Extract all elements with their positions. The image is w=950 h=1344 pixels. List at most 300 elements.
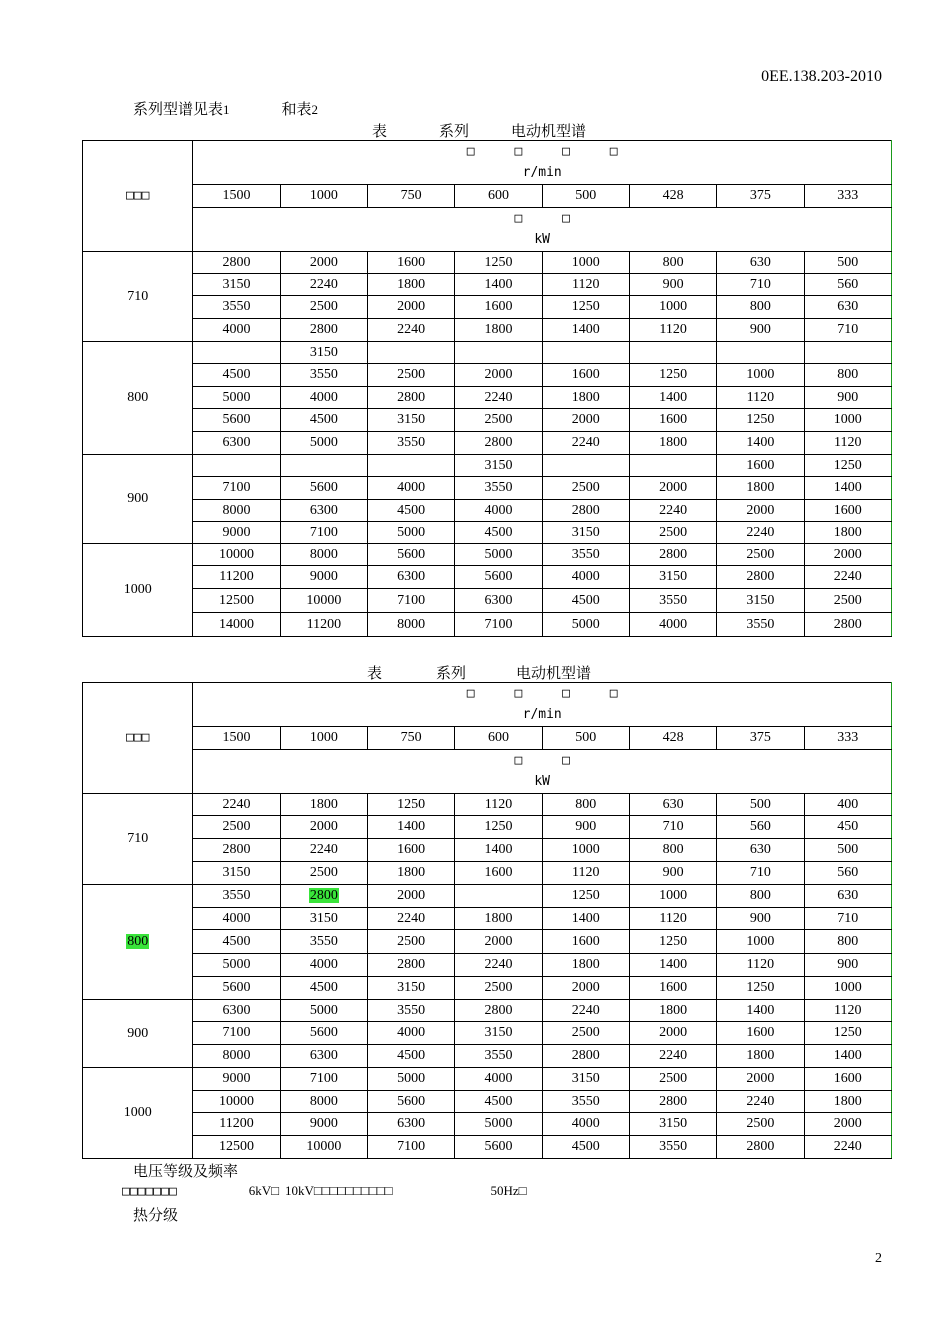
speed-value: 428 xyxy=(629,727,716,750)
cell-value: 2240 xyxy=(571,1002,600,1018)
table-cell xyxy=(455,296,542,319)
speed-value: 333 xyxy=(804,727,891,750)
cell-value: 7100 xyxy=(397,592,426,608)
table-cell xyxy=(455,977,542,1000)
cell-value: 4000 xyxy=(397,1025,426,1040)
table-cell xyxy=(280,319,367,342)
cell-value: 1120 xyxy=(746,957,775,972)
table-cell xyxy=(717,274,804,296)
cell-value: 900 xyxy=(662,865,684,880)
cell-value: 3550 xyxy=(571,546,600,562)
cell-value: 3150 xyxy=(309,910,338,926)
cell-value: 1600 xyxy=(746,1025,775,1040)
cell-value: 5000 xyxy=(309,1002,338,1018)
table-cell xyxy=(193,930,280,954)
table-cell xyxy=(629,342,716,364)
table-cell xyxy=(455,1091,542,1113)
cell-value: 2000 xyxy=(746,502,775,518)
cell-value: 1250 xyxy=(397,796,426,812)
cell-value: 2240 xyxy=(397,322,426,337)
table-cell xyxy=(280,1045,367,1068)
table-cell xyxy=(542,977,629,1000)
table-cell xyxy=(455,364,542,387)
table-cell xyxy=(280,1113,367,1136)
table-cell xyxy=(717,500,804,522)
speed-value: 500 xyxy=(542,185,629,208)
voltage-glyphs: □□□□□□□ xyxy=(122,1184,177,1199)
table-cell xyxy=(542,816,629,839)
cell-value: 1600 xyxy=(397,254,426,270)
table-cell xyxy=(629,1113,716,1136)
cell-value: 2240 xyxy=(833,1139,862,1154)
intro-line xyxy=(133,98,318,119)
row-group-label xyxy=(83,252,193,342)
table-cell xyxy=(455,1000,542,1022)
table-cell xyxy=(455,589,542,613)
table-cell xyxy=(542,296,629,319)
table-cell xyxy=(804,274,891,296)
cell-value: 1250 xyxy=(833,457,862,473)
table-cell xyxy=(542,319,629,342)
cell-value: 1400 xyxy=(746,1002,775,1018)
table-cell xyxy=(455,1045,542,1068)
cell-value: 3150 xyxy=(746,592,775,608)
cell-value: 1400 xyxy=(571,910,600,926)
table-cell xyxy=(193,885,280,908)
table-cell xyxy=(368,455,455,477)
cell-value: 3550 xyxy=(222,299,251,314)
table-cell xyxy=(368,1113,455,1136)
table-cell xyxy=(717,477,804,500)
row-group-label xyxy=(83,1068,193,1159)
cell-value: 2800 xyxy=(746,1139,775,1154)
cell-value: 1250 xyxy=(571,888,600,903)
cell-value: 3150 xyxy=(222,865,251,880)
cell-value: 4000 xyxy=(484,502,513,518)
group-label-text: 1000 xyxy=(123,1105,152,1120)
table-cell xyxy=(193,477,280,500)
table-cell xyxy=(193,387,280,409)
cell-value: 1120 xyxy=(659,910,687,926)
cell-value: 6300 xyxy=(309,502,338,518)
table-cell xyxy=(717,977,804,1000)
table-cell xyxy=(280,613,367,637)
speed-header-glyphs: □ □ □ □ xyxy=(193,683,892,705)
cell-value: 800 xyxy=(749,299,771,314)
cell-value: 5600 xyxy=(309,480,338,495)
table-cell xyxy=(455,1113,542,1136)
table-cell xyxy=(717,885,804,908)
table-cell xyxy=(455,794,542,816)
table-cell xyxy=(455,885,542,908)
table-cell xyxy=(804,387,891,409)
table-cell xyxy=(717,1113,804,1136)
cell-value: 6300 xyxy=(484,592,513,608)
table-cell xyxy=(542,885,629,908)
table-cell xyxy=(280,455,367,477)
table-cell xyxy=(455,1068,542,1091)
cell-value: 2240 xyxy=(746,1093,775,1109)
table-cell xyxy=(804,977,891,1000)
caption-c: 电动机型谱 xyxy=(516,664,592,682)
table-cell xyxy=(629,544,716,566)
cell-value: 1400 xyxy=(484,842,513,857)
table-cell xyxy=(280,296,367,319)
table-cell xyxy=(193,342,280,364)
table-cell xyxy=(280,252,367,274)
cell-value: 1400 xyxy=(659,389,688,405)
cell-value: 800 xyxy=(662,254,684,270)
row-group-label xyxy=(83,885,193,1000)
table-cell xyxy=(193,500,280,522)
cell-value: 1000 xyxy=(833,980,862,995)
cell-value: 3150 xyxy=(659,569,688,584)
cell-value: 1600 xyxy=(659,980,688,995)
table-cell xyxy=(804,342,891,364)
cell-value: 5600 xyxy=(222,412,251,427)
table-cell xyxy=(280,908,367,930)
cell-value: 1000 xyxy=(659,888,688,903)
speed-value: 500 xyxy=(542,727,629,750)
table-cell xyxy=(542,1113,629,1136)
cell-value: 1250 xyxy=(746,412,775,427)
table-cell xyxy=(542,432,629,455)
cell-value: 1600 xyxy=(659,412,688,427)
table-cell xyxy=(193,908,280,930)
cell-value: 3550 xyxy=(659,592,688,608)
table-cell xyxy=(717,1045,804,1068)
cell-value: 500 xyxy=(749,796,771,812)
table1-caption xyxy=(372,120,586,141)
cell-value: 3550 xyxy=(571,1093,600,1109)
table-cell xyxy=(280,522,367,544)
table-cell xyxy=(542,522,629,544)
speed-value: 600 xyxy=(455,727,542,750)
table-cell xyxy=(629,1000,716,1022)
table-cell xyxy=(193,862,280,885)
cell-value: 1120 xyxy=(746,389,775,405)
table-cell xyxy=(717,387,804,409)
table-cell xyxy=(804,930,891,954)
cell-value: 1600 xyxy=(484,299,513,314)
document-number: 0EE.138.203-2010 xyxy=(761,68,882,85)
table-cell xyxy=(629,1022,716,1045)
cell-value: 2800 xyxy=(571,1048,600,1063)
cell-value: 1250 xyxy=(484,254,513,270)
table-cell xyxy=(280,566,367,589)
table-cell xyxy=(542,342,629,364)
table-cell xyxy=(804,409,891,432)
table-cell xyxy=(629,977,716,1000)
speed-value: 333 xyxy=(804,185,891,208)
cell-value: 4500 xyxy=(309,980,338,995)
table-cell xyxy=(368,409,455,432)
table-cell xyxy=(193,839,280,862)
table-cell xyxy=(280,342,367,364)
cell-value: 4500 xyxy=(222,933,251,949)
cell-value: 1800 xyxy=(397,276,426,292)
speed-value: 428 xyxy=(629,185,716,208)
table-cell xyxy=(804,544,891,566)
table-cell xyxy=(717,409,804,432)
cell-value: 4000 xyxy=(571,569,600,584)
cell-value: 4000 xyxy=(571,1116,600,1131)
cell-value: 2500 xyxy=(833,592,862,608)
intro-num-2: 2 xyxy=(311,102,319,117)
table-cell xyxy=(804,885,891,908)
table-cell xyxy=(368,274,455,296)
cell-value: 6300 xyxy=(222,1002,251,1018)
cell-value: 3550 xyxy=(397,1002,426,1018)
cell-value: 5000 xyxy=(484,1116,513,1131)
cell-value: 5000 xyxy=(397,524,426,540)
power-unit: kW xyxy=(193,772,892,794)
table-cell xyxy=(193,409,280,432)
table-cell xyxy=(542,908,629,930)
cell-value: 8000 xyxy=(222,502,251,518)
cell-value: 1250 xyxy=(484,819,513,834)
cell-value: 2000 xyxy=(309,819,338,834)
table-cell xyxy=(193,1022,280,1045)
table-cell xyxy=(629,296,716,319)
table-cell xyxy=(368,977,455,1000)
table-cell xyxy=(455,1136,542,1159)
cell-value: 2000 xyxy=(484,933,513,949)
table-cell xyxy=(804,432,891,455)
cell-value: 2240 xyxy=(309,842,338,857)
table-cell xyxy=(368,342,455,364)
cell-value: 800 xyxy=(837,367,859,382)
cell-value: 4500 xyxy=(397,1048,426,1063)
section-voltage-title: 电压等级及频率 xyxy=(133,1162,239,1180)
cell-value: 6300 xyxy=(309,1048,338,1063)
table-cell xyxy=(368,908,455,930)
cell-value: 4000 xyxy=(659,616,688,632)
cell-value: 7100 xyxy=(222,480,251,495)
cell-value: 12500 xyxy=(219,592,255,608)
table-cell xyxy=(280,544,367,566)
cell-value: 4000 xyxy=(397,480,426,495)
cell-value: 4000 xyxy=(309,957,338,972)
intro-text-1: 系列型谱见表 xyxy=(133,100,224,118)
cell-value: 1400 xyxy=(484,276,513,292)
table-cell xyxy=(542,274,629,296)
cell-value: 4500 xyxy=(571,592,600,608)
table-cell xyxy=(542,930,629,954)
cell-value: 8000 xyxy=(309,546,338,562)
table-cell xyxy=(455,477,542,500)
table-cell xyxy=(280,816,367,839)
table-cell xyxy=(368,885,455,908)
table-cell xyxy=(368,589,455,613)
table-cell xyxy=(280,1068,367,1091)
table-cell xyxy=(629,432,716,455)
table-cell xyxy=(717,816,804,839)
cell-value: 11200 xyxy=(306,616,342,632)
table-cell xyxy=(193,816,280,839)
cell-value: 2500 xyxy=(659,1071,688,1086)
cell-value: 900 xyxy=(837,389,859,405)
cell-value: 630 xyxy=(837,299,859,314)
cell-value: 3550 xyxy=(659,1139,688,1154)
row-group-label xyxy=(83,342,193,455)
table-cell xyxy=(629,839,716,862)
cell-value: 1800 xyxy=(484,910,513,926)
cell-value: 2000 xyxy=(571,412,600,427)
cell-value: 8000 xyxy=(222,1048,251,1063)
cell-value: 3550 xyxy=(397,435,426,450)
speed-value: 600 xyxy=(455,185,542,208)
intro-num-1: 1 xyxy=(223,102,230,117)
table-cell xyxy=(717,1068,804,1091)
speed-unit: r/min xyxy=(193,163,892,185)
table2-caption xyxy=(367,662,591,683)
cell-value: 2000 xyxy=(571,980,600,995)
cell-value: 1000 xyxy=(659,299,688,314)
table-cell xyxy=(542,477,629,500)
table-cell xyxy=(717,432,804,455)
cell-value: 1120 xyxy=(572,865,600,880)
intro-text-2: 和表 xyxy=(281,100,312,118)
table-cell xyxy=(804,816,891,839)
table-cell xyxy=(717,1136,804,1159)
table-cell xyxy=(804,1136,891,1159)
table-cell xyxy=(804,252,891,274)
cell-value: 1000 xyxy=(571,254,600,270)
cell-value: 3150 xyxy=(484,457,513,473)
cell-value: 5600 xyxy=(397,546,426,562)
cell-value: 2800 xyxy=(397,957,426,972)
cell-value: 800 xyxy=(837,933,859,949)
table-cell xyxy=(455,839,542,862)
table-cell xyxy=(629,613,716,637)
table-cell xyxy=(280,954,367,977)
table-cell xyxy=(629,500,716,522)
voltage-10kv: 10kV□□□□□□□□□□ xyxy=(285,1183,393,1198)
table-cell xyxy=(368,544,455,566)
cell-value: 14000 xyxy=(219,616,255,632)
table-cell xyxy=(193,954,280,977)
cell-value: 5000 xyxy=(484,546,513,562)
cell-value: 2000 xyxy=(397,888,426,903)
cell-value: 10000 xyxy=(219,1093,255,1109)
table-cell xyxy=(629,409,716,432)
cell-value: 2240 xyxy=(484,389,513,405)
table-cell xyxy=(629,908,716,930)
table-cell xyxy=(717,613,804,637)
cell-value: 8000 xyxy=(397,616,426,632)
cell-value: 2500 xyxy=(222,819,251,834)
table-cell xyxy=(629,794,716,816)
cell-value: 1600 xyxy=(571,367,600,382)
table-cell xyxy=(455,274,542,296)
cell-value: 400 xyxy=(837,796,859,812)
cell-value: 560 xyxy=(837,865,859,880)
cell-value: 1600 xyxy=(484,865,513,880)
table-cell xyxy=(455,566,542,589)
table-cell xyxy=(717,1000,804,1022)
table-cell xyxy=(280,1091,367,1113)
table-cell xyxy=(368,862,455,885)
cell-value: 1600 xyxy=(397,842,426,857)
cell-value: 3550 xyxy=(484,480,513,495)
table-cell xyxy=(368,816,455,839)
table-cell xyxy=(193,544,280,566)
table-cell xyxy=(804,862,891,885)
cell-value: 2240 xyxy=(659,502,688,518)
cell-value: 1250 xyxy=(746,980,775,995)
table-cell xyxy=(717,364,804,387)
table-cell xyxy=(368,794,455,816)
table-cell xyxy=(193,613,280,637)
cell-value: 2240 xyxy=(397,910,426,926)
cell-value: 900 xyxy=(837,957,859,972)
cell-value: 2800 xyxy=(833,616,862,632)
table-cell xyxy=(542,409,629,432)
table-cell xyxy=(717,954,804,977)
table-cell xyxy=(280,930,367,954)
cell-value: 4500 xyxy=(397,502,426,518)
cell-value: 10000 xyxy=(306,1139,342,1154)
table-cell xyxy=(629,589,716,613)
cell-value: 2500 xyxy=(571,1025,600,1040)
table-cell xyxy=(193,274,280,296)
table-cell xyxy=(280,1000,367,1022)
table-cell xyxy=(804,477,891,500)
cell-value: 1000 xyxy=(746,367,775,382)
cell-value: 5000 xyxy=(397,1071,426,1086)
cell-value: 2000 xyxy=(659,1025,688,1040)
table-cell xyxy=(629,1091,716,1113)
cell-value: 900 xyxy=(662,276,684,292)
table-cell xyxy=(804,455,891,477)
cell-value: 1800 xyxy=(659,435,688,450)
row-group-label xyxy=(83,455,193,544)
caption-a: 表 xyxy=(367,664,383,682)
cell-value: 2240 xyxy=(222,796,251,812)
table-cell xyxy=(368,477,455,500)
table-cell xyxy=(368,432,455,455)
speed-header-glyphs: □ □ □ □ xyxy=(193,141,892,163)
cell-value: 2800 xyxy=(222,254,251,270)
table-cell xyxy=(280,500,367,522)
table-cell xyxy=(455,613,542,637)
cell-value: 1400 xyxy=(746,435,775,450)
cell-value: 1800 xyxy=(571,957,600,972)
cell-value: 8000 xyxy=(309,1093,338,1109)
cell-value: 2240 xyxy=(571,435,600,450)
table-cell xyxy=(804,1091,891,1113)
cell-value: 2000 xyxy=(833,1116,862,1131)
cell-value: 560 xyxy=(749,819,771,834)
table-cell xyxy=(717,1022,804,1045)
table-cell xyxy=(193,566,280,589)
cell-value: 1800 xyxy=(397,865,426,880)
table-cell xyxy=(368,566,455,589)
cell-value: 5000 xyxy=(222,957,251,972)
cell-value: 710 xyxy=(837,322,859,337)
table-cell xyxy=(193,1045,280,1068)
cell-value: 9000 xyxy=(309,569,338,584)
table-cell xyxy=(629,816,716,839)
table-cell xyxy=(717,342,804,364)
cell-value: 3550 xyxy=(484,1048,513,1063)
cell-value: 9000 xyxy=(309,1116,338,1131)
cell-value: 900 xyxy=(749,322,771,337)
cell-value: 10000 xyxy=(306,592,342,608)
cell-value: 2500 xyxy=(571,480,600,495)
table-cell xyxy=(629,522,716,544)
